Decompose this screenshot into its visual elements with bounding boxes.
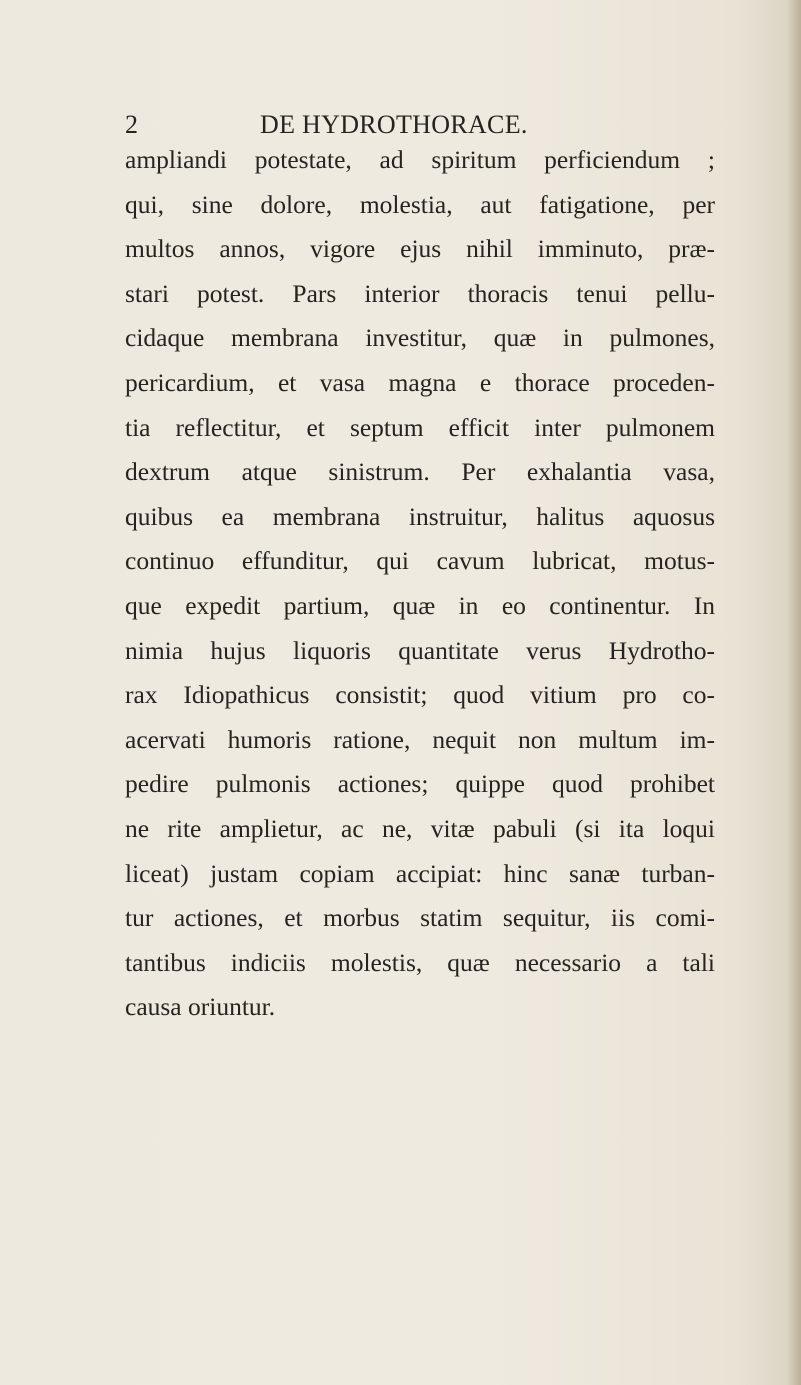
text-line: tantibus indiciis molestis, quæ necessario a tali (125, 947, 715, 977)
text-line: tia reflectitur, et septum efficit inter pulmonem (125, 412, 715, 442)
text-line: causa oriuntur. (125, 992, 276, 1022)
text-line: qui, sine dolore, molestia, aut fatigatione, per (125, 189, 715, 219)
text-line: multos annos, vigore ejus nihil imminuto, præ- (125, 234, 715, 264)
text-line: nimia hujus liquoris quantitate verus Hydrotho- (125, 635, 715, 665)
text-line: pedire pulmonis actiones; quippe quod prohibet (125, 769, 715, 799)
text-line: liceat) justam copiam accipiat: hinc sanæ turban- (125, 858, 715, 888)
text-line: acervati humoris ratione, nequit non multum im- (125, 724, 715, 754)
text-line: pericardium, et vasa magna e thorace proceden- (125, 367, 715, 397)
text-line: quibus ea membrana instruitur, halitus aquosus (125, 501, 715, 531)
running-title: DE HYDROTHORACE. (260, 110, 528, 139)
text-line: continuo effunditur, qui cavum lubricat, motus- (125, 546, 715, 576)
text-line: stari potest. Pars interior thoracis tenui pellu- (125, 278, 715, 308)
text-line: que expedit partium, quæ in eo continentur. In (125, 590, 715, 620)
page-number: 2 (125, 110, 139, 139)
text-line: ampliandi potestate, ad spiritum perficiendum ; (125, 145, 715, 174)
text-line: tur actiones, et morbus statim sequitur, iis comi- (125, 903, 715, 933)
page-edge-shadow (787, 0, 801, 1385)
text-line: dextrum atque sinistrum. Per exhalantia vasa, (125, 457, 715, 487)
text-line: ne rite amplietur, ac ne, vitæ pabuli (si ita loqui (125, 813, 715, 843)
text-line: cidaque membrana investitur, quæ in pulmones, (125, 323, 715, 353)
text-line: rax Idiopathicus consistit; quod vitium pro co- (125, 680, 715, 710)
body-text (125, 138, 715, 1030)
